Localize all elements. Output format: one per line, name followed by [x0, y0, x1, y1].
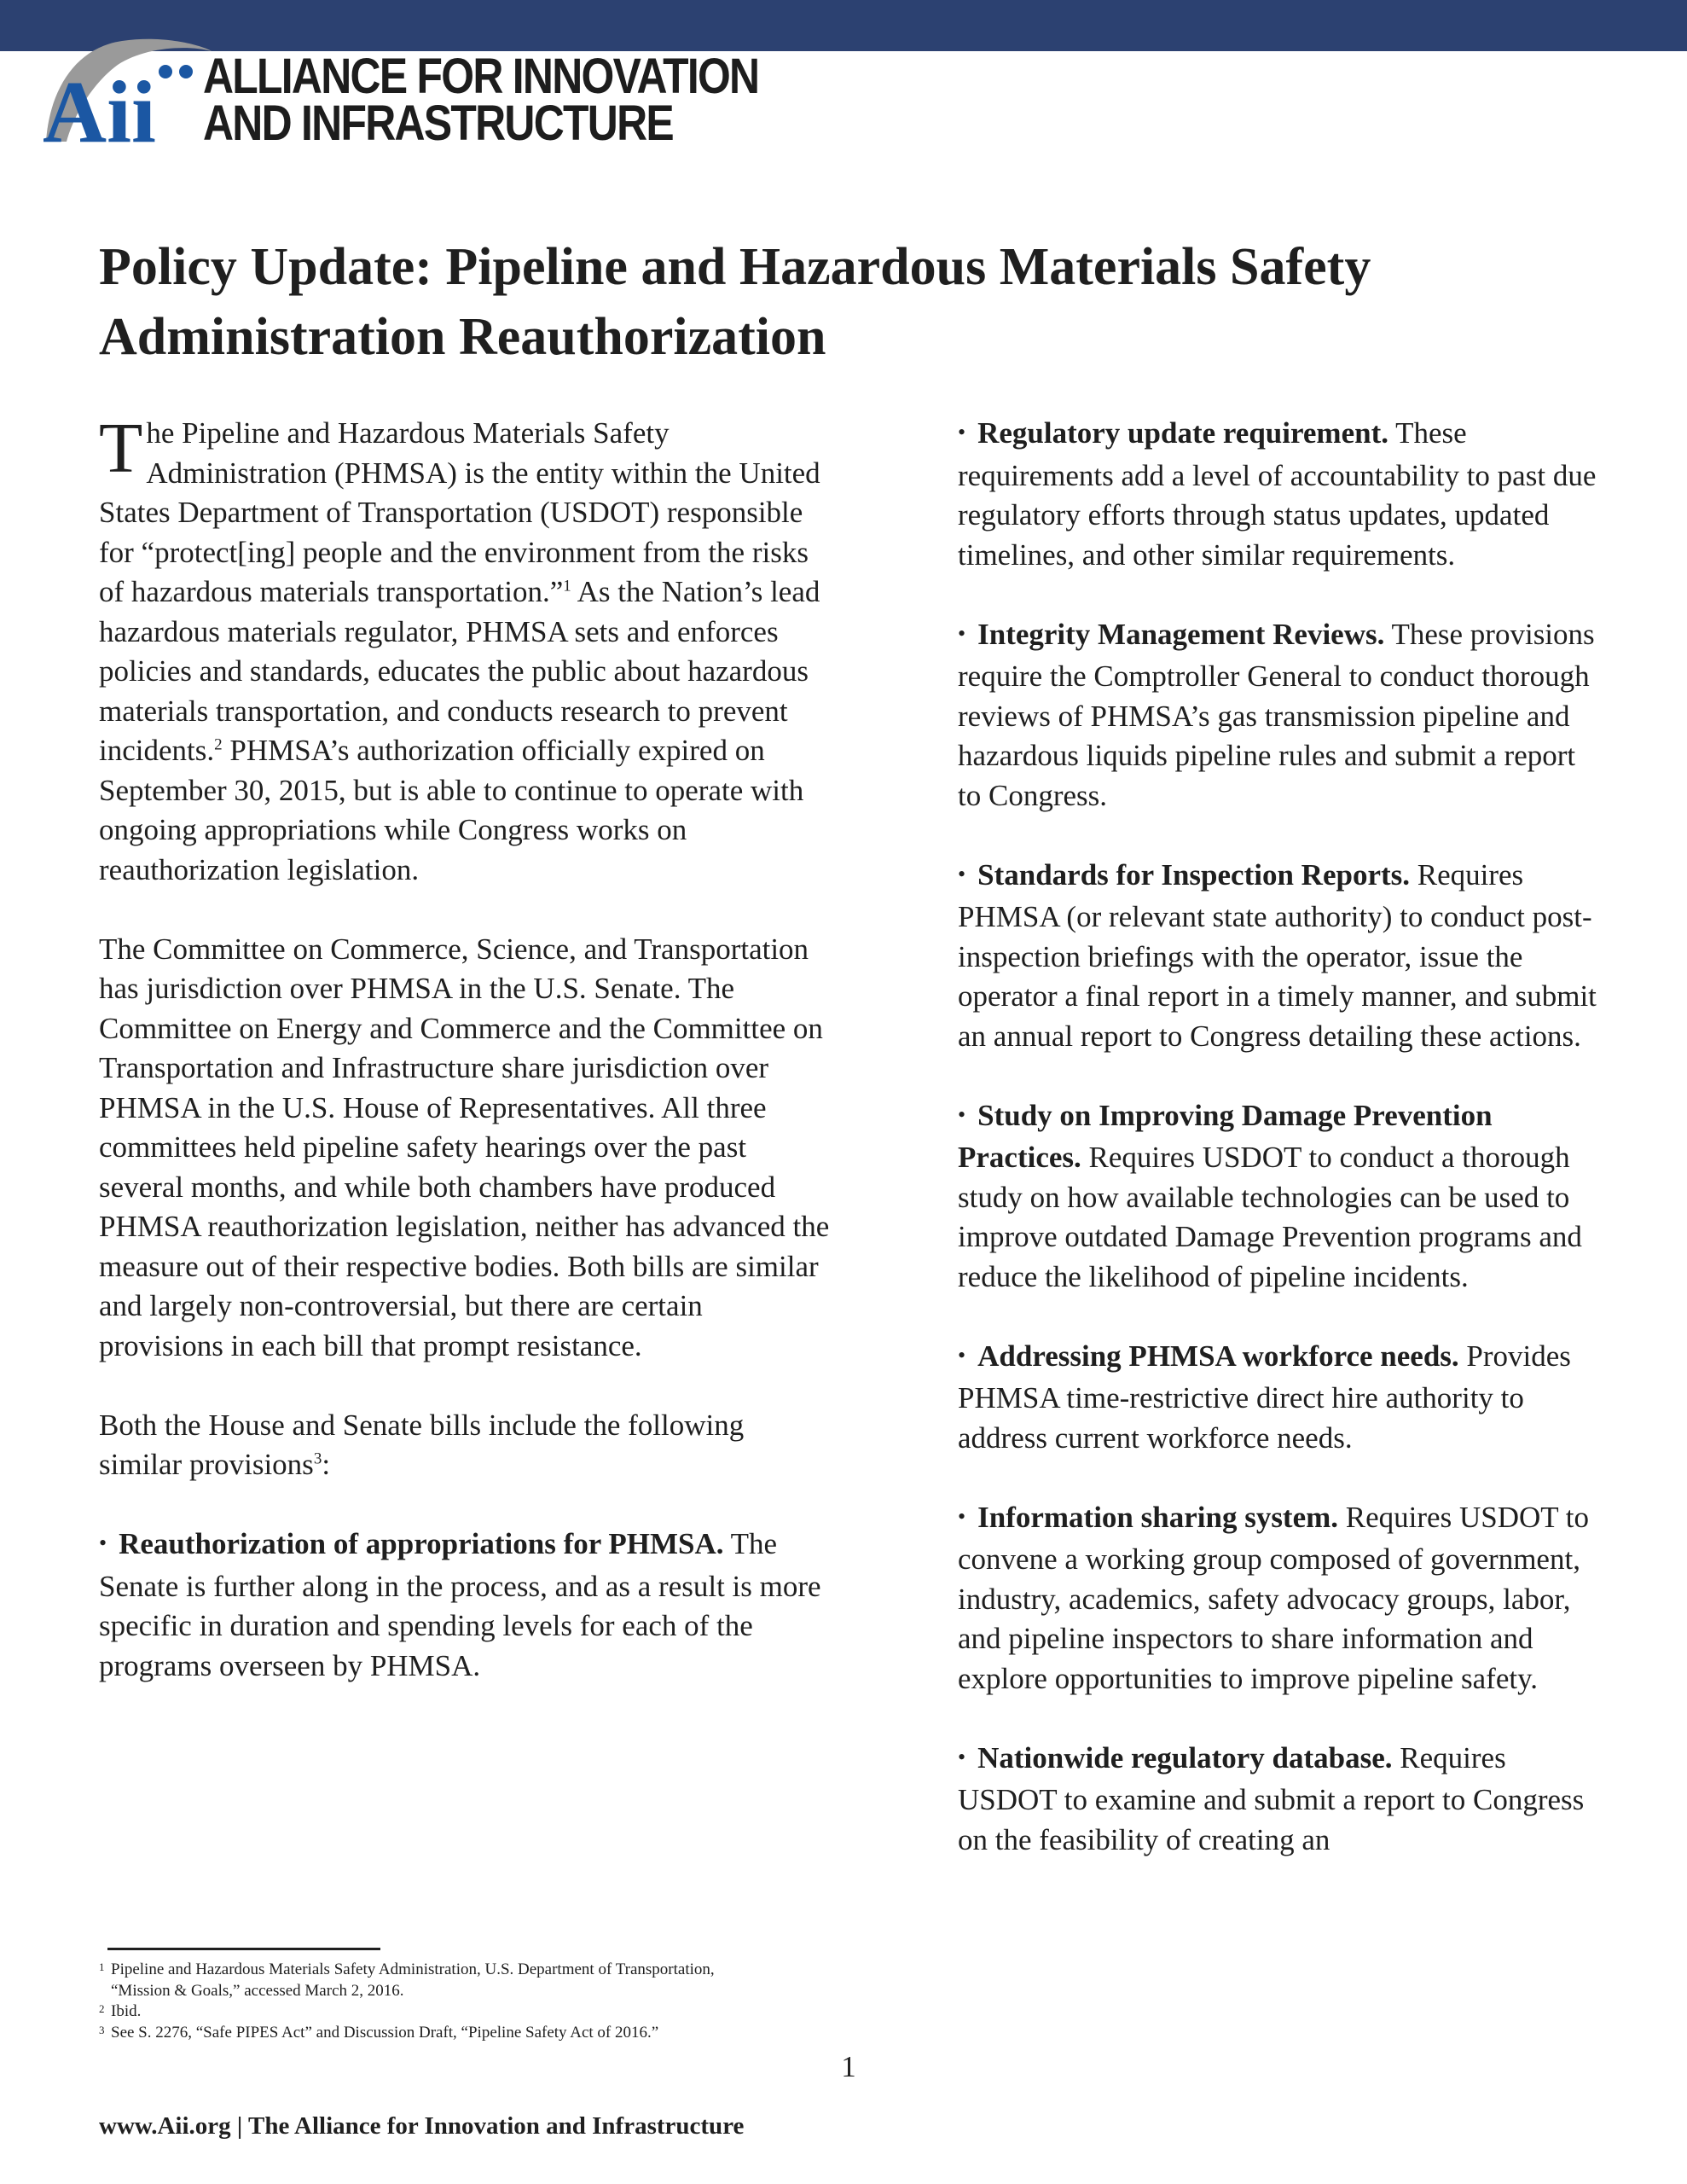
- bullet-item: [958, 1498, 1606, 1699]
- bullet-title: Nationwide regulatory database.: [977, 1740, 1393, 1774]
- bullet-dot: •: [99, 1531, 107, 1555]
- footnote-2: [99, 2001, 832, 2023]
- intro-text-b: As the Nation’s lead hazardous materials regulator, PHMSA sets and enforces policies and standards, educates the public about hazardous materials transportation, and conducts research to prevent incidents.: [99, 575, 820, 767]
- aii-logo: [41, 22, 759, 151]
- footnote-number: 2: [99, 2002, 105, 2015]
- page-title: Policy Update: Pipeline and Hazardous Materials Safety Administration Reauthorization: [99, 238, 1371, 366]
- bullet-title: Reauthorization of appropriations for PHMSA.: [119, 1527, 724, 1560]
- bullet-text: These requirements add a level of accountability to past due regulatory efforts through status updates, updated timelines, and other similar requirements.: [958, 416, 1597, 572]
- footnote-number: 3: [99, 2023, 105, 2036]
- bullet-item: [958, 856, 1606, 1057]
- provisions-intro-text: Both the House and Senate bills include the following similar provisions: [99, 1408, 745, 1481]
- footnote-1-continued: “Mission & Goals,” accessed March 2, 2016.: [111, 1981, 404, 2000]
- bullet-text: Provides PHMSA time-restrictive direct hire authority to address current workforce needs.: [958, 1339, 1571, 1455]
- bullet-item: [958, 414, 1606, 575]
- footnote-ref-1[interactable]: 1: [563, 577, 571, 595]
- footnote-ref-2[interactable]: 2: [214, 735, 223, 754]
- logo-wordmark: [203, 49, 759, 151]
- drop-cap: T: [99, 409, 143, 488]
- footnote-divider: [107, 1948, 380, 1950]
- bullet-title: Regulatory update requirement.: [977, 416, 1388, 450]
- left-column: [99, 409, 832, 1726]
- provisions-intro-colon: :: [322, 1448, 331, 1481]
- bullet-text: The Senate is further along in the process, and as a result is more specific in duration and spending levels for each of the programs overseen by PHMSA.: [99, 1527, 821, 1682]
- committees-paragraph: The Committee on Commerce, Science, and Transportation has jurisdiction over PHMSA in the U.S. Senate. The Committee on Energy and Commerce and the Committee on Transportation and Infrastructure share jurisdiction over PHMSA in the U.S. House of Representatives. All three committees held pipeline safety hearings over the past several months, and while both chambers have produced PHMSA reauthorization legislation, neither has advanced the measure out of their respective bodies. Both bills are similar and largely non-controversial, but there are certain provisions in each bill that prompt resistance.: [99, 932, 830, 1362]
- footnote-text: Ibid.: [111, 2002, 142, 2020]
- logo-dot-2: [179, 65, 193, 78]
- logo-line-1: ALLIANCE FOR INNOVATION: [203, 49, 759, 104]
- logo-dot-1: [159, 65, 172, 78]
- logo-line-2: AND INFRASTRUCTURE: [203, 96, 673, 151]
- intro-text-c: PHMSA’s authorization officially expired on September 30, 2015, but is able to continue to operate with ongoing appropriations while Congress works on reauthorization legislation.: [99, 734, 804, 886]
- bullet-text: Requires USDOT to convene a working group composed of government, industry, academics, safety advocacy groups, labor, and pipeline inspectors to share information and explore opportunities to improve pipeline safety.: [958, 1500, 1589, 1695]
- bullet-dot: •: [958, 861, 966, 886]
- bullet-title: Integrity Management Reviews.: [977, 617, 1385, 651]
- page-number: 1: [841, 2050, 856, 2083]
- footnote-number: 1: [99, 1960, 105, 1973]
- bullet-title: Information sharing system.: [977, 1500, 1339, 1534]
- bullet-text: Requires USDOT to conduct a thorough study on how available technologies can be used to improve outdated Damage Prevention programs and reduce the likelihood of pipeline incidents.: [958, 1141, 1582, 1293]
- intro-paragraph: [99, 409, 832, 890]
- intro-text-a: he Pipeline and Hazardous Materials Safety Administration (PHMSA) is the entity within the United States Department of Transportation (USDOT) responsible for “protect[ing] people and the environment from the risks of hazardous materials transportation.”: [99, 416, 820, 608]
- bullet-dot: •: [958, 1342, 966, 1368]
- footnote-3: [99, 2023, 832, 2044]
- bullet-dot: •: [958, 1101, 966, 1127]
- footnotes: [99, 1960, 832, 2043]
- bullet-title: Addressing PHMSA workforce needs.: [977, 1339, 1459, 1373]
- bullet-text: These provisions require the Comptroller General to conduct thorough reviews of PHMSA’s gas transmission pipeline and hazardous liquids pipeline rules and submit a report to Congress.: [958, 617, 1595, 812]
- right-column: [958, 414, 1606, 1900]
- footnote-ref-3[interactable]: 3: [313, 1449, 322, 1468]
- provisions-intro: [99, 1406, 832, 1485]
- bullet-item: [958, 1096, 1606, 1298]
- bullet-title: Standards for Inspection Reports.: [977, 857, 1411, 892]
- aii-logo-mark: [41, 22, 212, 150]
- logo-mark-text: Aii: [43, 63, 156, 150]
- bullet-text: Requires USDOT to examine and submit a report to Congress on the feasibility of creating an: [958, 1740, 1585, 1856]
- bullet-item: [958, 1739, 1606, 1861]
- footnote-text: See S. 2276, “Safe PIPES Act” and Discussion Draft, “Pipeline Safety Act of 2016.”: [111, 2023, 659, 2042]
- footnote-text: Pipeline and Hazardous Materials Safety Administration, U.S. Department of Transportation,: [111, 1960, 715, 1978]
- bullet-dot: •: [958, 1503, 966, 1529]
- bullet-item: [958, 1337, 1606, 1459]
- footnote-1: [99, 1960, 832, 1981]
- bullet-dot: •: [958, 620, 966, 646]
- bullet-title: Study on Improving Damage Prevention Practices.: [958, 1098, 1493, 1174]
- bullet-item: [958, 615, 1606, 816]
- bullet-text: Requires PHMSA (or relevant state authority) to conduct post-inspection briefings with the operator, issue the operator a final report in a timely manner, and submit an annual report to Congress detailing these actions.: [958, 857, 1597, 1053]
- bullet-dot: •: [958, 1744, 966, 1769]
- bullet-reauthorization: [99, 1525, 832, 1686]
- bullet-dot: •: [958, 420, 966, 444]
- page-footer: www.Aii.org | The Alliance for Innovation and Infrastructure: [99, 2112, 745, 2140]
